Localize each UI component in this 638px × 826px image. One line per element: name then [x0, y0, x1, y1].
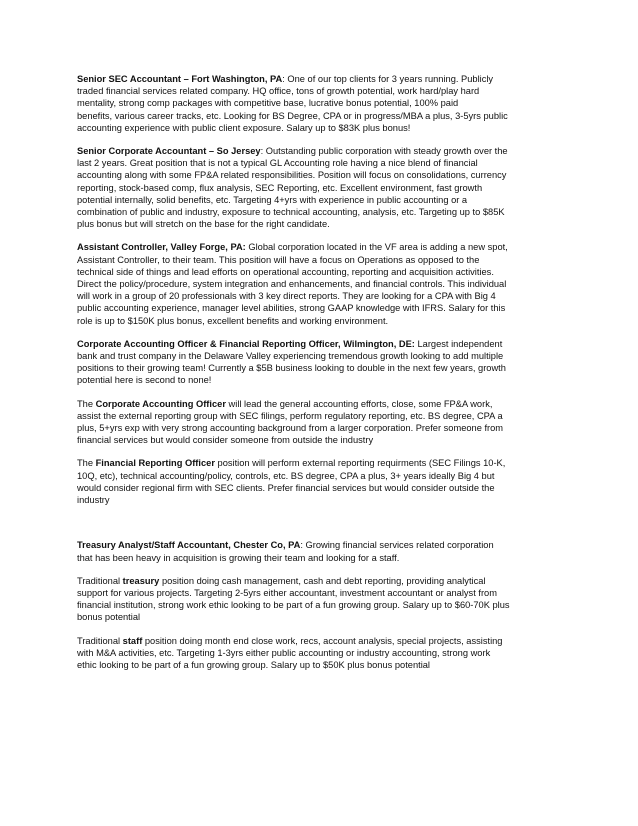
job-text-line: that has been heavy in acquisition is growing their team and looking for a staff.: [77, 552, 400, 563]
job-text-line: position will perform external reporting requirments (SEC Filings 10-K,: [214, 458, 506, 469]
job-text-line: plus, 5+yrs exp with very strong accounting background from a larger corporation. Prefer someone from: [77, 423, 504, 434]
separator: :: [282, 74, 288, 84]
job-first-line: [77, 635, 567, 647]
cao-description: [77, 398, 567, 447]
staff-description: [77, 635, 567, 672]
job-senior-sec-accountant: [77, 73, 567, 134]
job-text-line: will work in a group of 20 professionals with 3 key direct reports. They are looking for a CPA with Big 4: [77, 291, 496, 302]
job-title: Assistant Controller, Valley Forge, PA:: [77, 242, 246, 253]
job-text-line: accounting experience with public client exposure. Salary up to $83K plus bonus!: [77, 122, 411, 133]
job-text-line: potential internally, solid benefits, etc. Targeting 4+yrs with experience in public accounting or a: [77, 194, 468, 205]
job-text-line: mentality, strong comp packages with competitive base, lucrative bonus potential, 100% paid: [77, 98, 459, 109]
role-name: treasury: [122, 575, 160, 586]
separator: :: [260, 146, 266, 157]
job-text-lead: The: [77, 458, 96, 469]
job-first-line: [77, 398, 567, 410]
job-first-line: [77, 73, 567, 85]
job-first-line: [77, 575, 567, 587]
job-text-line: technical side of things and lead efforts on operational accounting, reporting and acquisition activities.: [77, 266, 494, 277]
job-treasury-staff-accountant: [77, 539, 567, 563]
job-text-line: financial institution, strong work ethic looking to be part of a fun growing group. Salary up to $60-70K plus: [77, 600, 510, 611]
job-text-line: Assistant Controller, to their team. This position will have a focus on Operations as opposed to the: [77, 254, 480, 265]
job-text-line: traded financial services related company. HQ office, tons of growth potential, work hard/play hard: [77, 86, 480, 97]
job-text-line: financial services but would consider someone from outside the industry: [77, 435, 374, 446]
document-page: [77, 73, 567, 682]
job-title: Treasury Analyst/Staff Accountant, Chester Co, PA: [77, 540, 301, 551]
job-first-line: [77, 241, 567, 253]
job-text-line: Growing financial services related corporation: [305, 540, 494, 551]
job-text-line: position doing cash management, cash and debt reporting, providing analytical: [159, 575, 486, 586]
separator: :: [300, 540, 306, 551]
job-text-line: last 2 years. Great position that is not a typical GL Accounting role having a nice blend of financial: [77, 158, 478, 169]
job-text-line: combination of public and industry, exposure to technical accounting, analysis, etc. Targeting up to $85K: [77, 207, 505, 218]
job-text-line: Largest independent: [417, 338, 503, 349]
job-text-line: with M&A activities, etc. Targeting 1-3yrs either public accounting or industry accounting, strong work: [77, 647, 491, 658]
job-text-lead: Traditional: [77, 635, 123, 646]
job-text-line: One of our top clients for 3 years running. Publicly: [287, 74, 494, 84]
job-text-lead: The: [77, 398, 96, 409]
job-text-line: accounting along with some FP&A related responsibilities. Position will focus on consolidations, currency: [77, 170, 507, 181]
job-title: Senior Corporate Accountant – So Jersey: [77, 146, 261, 157]
role-name: Financial Reporting Officer: [95, 458, 215, 469]
job-text-line: plus bonus but will stretch on the base for the right candidate.: [77, 219, 330, 230]
job-text-line: would consider regional firm with SEC clients. Prefer financial services but would consider outside the: [77, 482, 495, 493]
job-text-line: industry: [77, 495, 110, 506]
job-text-line: will lead the general accounting efforts, close, some FP&A work,: [225, 398, 493, 409]
fro-description: [77, 457, 567, 506]
treasury-description: [77, 575, 567, 624]
job-first-line: [77, 338, 567, 350]
job-corporate-accounting-officer: [77, 338, 567, 387]
role-name: staff: [122, 635, 143, 646]
job-text-line: support for various projects. Targeting 2-5yrs either accountant, investment accountant or analyst from: [77, 587, 497, 598]
job-text-line: positions to their growing team! Currently a $5B business looking to double in the next few years, growth: [77, 363, 506, 374]
job-text-line: role is up to $150K plus bonus, excellent benefits and working environment.: [77, 315, 389, 326]
job-text-line: assist the external reporting group with SEC filings, perform regulatory reporting, etc. BS degree, CPA a: [77, 410, 503, 421]
job-assistant-controller: [77, 241, 567, 326]
job-senior-corporate-accountant: [77, 145, 567, 230]
job-title: Corporate Accounting Officer & Financial Reporting Officer, Wilmington, DE:: [77, 338, 415, 349]
job-text-line: ethic looking to be part of a fun growing group. Salary up to $50K plus bonus potential: [77, 659, 431, 670]
job-text-line: bank and trust company in the Delaware Valley experiencing tremendous growth looking to add multiple: [77, 351, 504, 362]
job-text-line: Direct the policy/procedure, system integration and enhancements, and financial controls. This individual: [77, 279, 507, 290]
job-text-line: bonus potential: [77, 612, 141, 623]
job-first-line: [77, 539, 567, 551]
job-text-line: 10Q, etc), technical accounting/policy, controls, etc. BS degree, CPA a plus, 3+ years ideally Big 4 but: [77, 470, 495, 481]
job-first-line: [77, 457, 567, 469]
role-name: Corporate Accounting Officer: [95, 398, 226, 409]
job-text-line: potential here is second to none!: [77, 375, 212, 386]
job-title: Senior SEC Accountant – Fort Washington, PA: [77, 74, 283, 84]
job-text-lead: Traditional: [77, 575, 123, 586]
job-text-line: position doing month end close work, recs, account analysis, special projects, assisting: [142, 635, 503, 646]
job-text-line: benefits, various career tracks, etc. Looking for BS Degree, CPA or in progress/MBA a plus, 3-5yrs public: [77, 110, 508, 121]
job-text-line: Outstanding public corporation with steady growth over the: [265, 146, 508, 157]
job-first-line: [77, 145, 567, 157]
job-text-line: reporting, stock-based comp, flux analysis, SEC Reporting, etc. Excellent environment, fast growth: [77, 182, 483, 193]
job-text-line: Global corporation located in the VF area is adding a new spot,: [248, 242, 508, 253]
job-text-line: public accounting experience, manager level abilities, strong GAAP knowledge with IFRS. Salary for this: [77, 303, 506, 314]
